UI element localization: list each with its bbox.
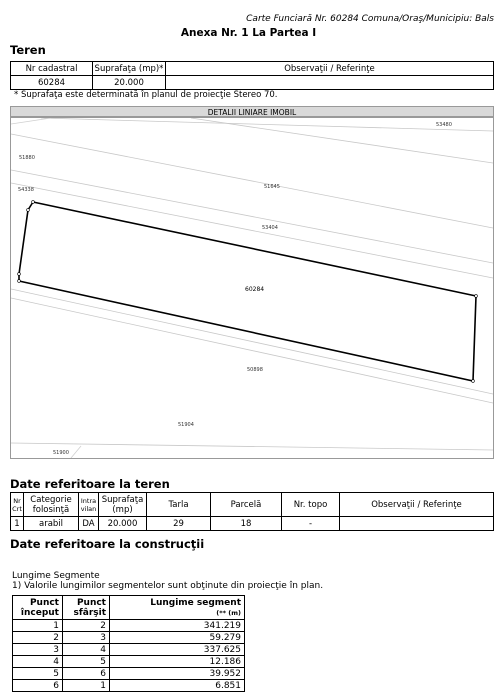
column-header: Punct început	[13, 596, 63, 620]
table-row	[11, 76, 494, 90]
cell-categorie: arabil	[24, 517, 79, 531]
map-label: 51900	[53, 450, 69, 456]
cell-observatii	[166, 76, 494, 90]
parcel-map	[10, 117, 494, 459]
detalii-liniare-title: DETALII LINIARE IMOBIL	[10, 106, 494, 117]
column-header: Nr. topo	[282, 493, 340, 517]
column-header: Observaţii / Referinţe	[166, 62, 494, 76]
table-header-row	[13, 596, 245, 620]
column-header: Suprafaţa (mp)*	[93, 62, 166, 76]
column-header-label: Lungime segment	[150, 597, 241, 608]
table-header-row	[11, 62, 494, 76]
cell-punct-inceput: 5	[13, 668, 63, 680]
table-header-row	[11, 493, 494, 517]
table-row	[13, 680, 245, 692]
parcel-plan-svg	[11, 118, 493, 458]
map-label: 53480	[436, 122, 452, 128]
cell-punct-inceput: 3	[13, 644, 63, 656]
column-header: Nr Crt	[11, 493, 24, 517]
column-header: Observaţii / Referinţe	[340, 493, 494, 517]
cell-punct-sfarsit: 3	[63, 632, 110, 644]
cell-lungime: 59.279	[110, 632, 245, 644]
table-row	[13, 668, 245, 680]
map-label-parcel: 60284	[245, 286, 265, 293]
column-header: Suprafaţa (mp)	[99, 493, 147, 517]
column-header: Punct sfârşit	[63, 596, 110, 620]
column-header	[110, 596, 245, 620]
lungime-segmente-note: 1) Valorile lungimilor segmentelor sunt obţinute din proiecţie în plan.	[12, 581, 324, 591]
cell-punct-inceput: 2	[13, 632, 63, 644]
cell-lungime: 39.952	[110, 668, 245, 680]
table-row	[13, 656, 245, 668]
table-row	[13, 644, 245, 656]
cell-punct-inceput: 4	[13, 656, 63, 668]
cell-observatii	[340, 517, 494, 531]
column-header: Categorie folosinţă	[24, 493, 79, 517]
map-label: 51880	[19, 155, 35, 161]
column-header: Tarla	[147, 493, 211, 517]
cell-intravilan: DA	[79, 517, 99, 531]
annex-title: Anexa Nr. 1 La Partea I	[180, 27, 317, 39]
map-label: 51904	[178, 422, 194, 428]
cell-suprafata: 20.000	[99, 517, 147, 531]
column-header: Parcelă	[211, 493, 282, 517]
cell-punct-inceput: 6	[13, 680, 63, 692]
header-cf-reference: Carte Funciară Nr. 60284 Comuna/Oraş/Municipiu: Bals	[246, 14, 494, 24]
section-title-referitoare-constructii: Date referitoare la construcţii	[10, 537, 205, 551]
section-title-referitoare-teren: Date referitoare la teren	[10, 477, 170, 491]
cell-punct-sfarsit: 2	[63, 620, 110, 632]
map-label: 53404	[262, 225, 278, 231]
column-header: Intra vilan	[79, 493, 99, 517]
table-row	[11, 517, 494, 531]
map-label: 50898	[247, 367, 263, 373]
referitoare-teren-table	[10, 492, 494, 531]
lungime-segmente-title: Lungime Segmente	[12, 571, 100, 581]
table-row	[13, 632, 245, 644]
cell-lungime: 337.625	[110, 644, 245, 656]
cell-nr-topo: -	[282, 517, 340, 531]
teren-table	[10, 61, 494, 90]
section-title-teren: Teren	[10, 43, 46, 57]
cell-lungime: 6.851	[110, 680, 245, 692]
cell-suprafata: 20.000	[93, 76, 166, 90]
column-header: Nr cadastral	[11, 62, 93, 76]
cell-punct-sfarsit: 1	[63, 680, 110, 692]
cell-nr-cadastral: 60284	[11, 76, 93, 90]
cell-tarla: 29	[147, 517, 211, 531]
column-header-unit: (** (m)	[216, 608, 241, 617]
map-label: 51645	[264, 184, 280, 190]
cell-punct-sfarsit: 6	[63, 668, 110, 680]
cell-punct-inceput: 1	[13, 620, 63, 632]
surface-footnote: * Suprafaţa este determinată în planul de proiecţie Stereo 70.	[14, 90, 278, 100]
table-row	[13, 620, 245, 632]
lungime-segmente-table	[12, 595, 245, 692]
cell-nr-crt: 1	[11, 517, 24, 531]
cell-punct-sfarsit: 4	[63, 644, 110, 656]
cell-parcela: 18	[211, 517, 282, 531]
map-label: 54338	[18, 187, 34, 193]
cell-lungime: 12.186	[110, 656, 245, 668]
cell-punct-sfarsit: 5	[63, 656, 110, 668]
cell-lungime: 341.219	[110, 620, 245, 632]
